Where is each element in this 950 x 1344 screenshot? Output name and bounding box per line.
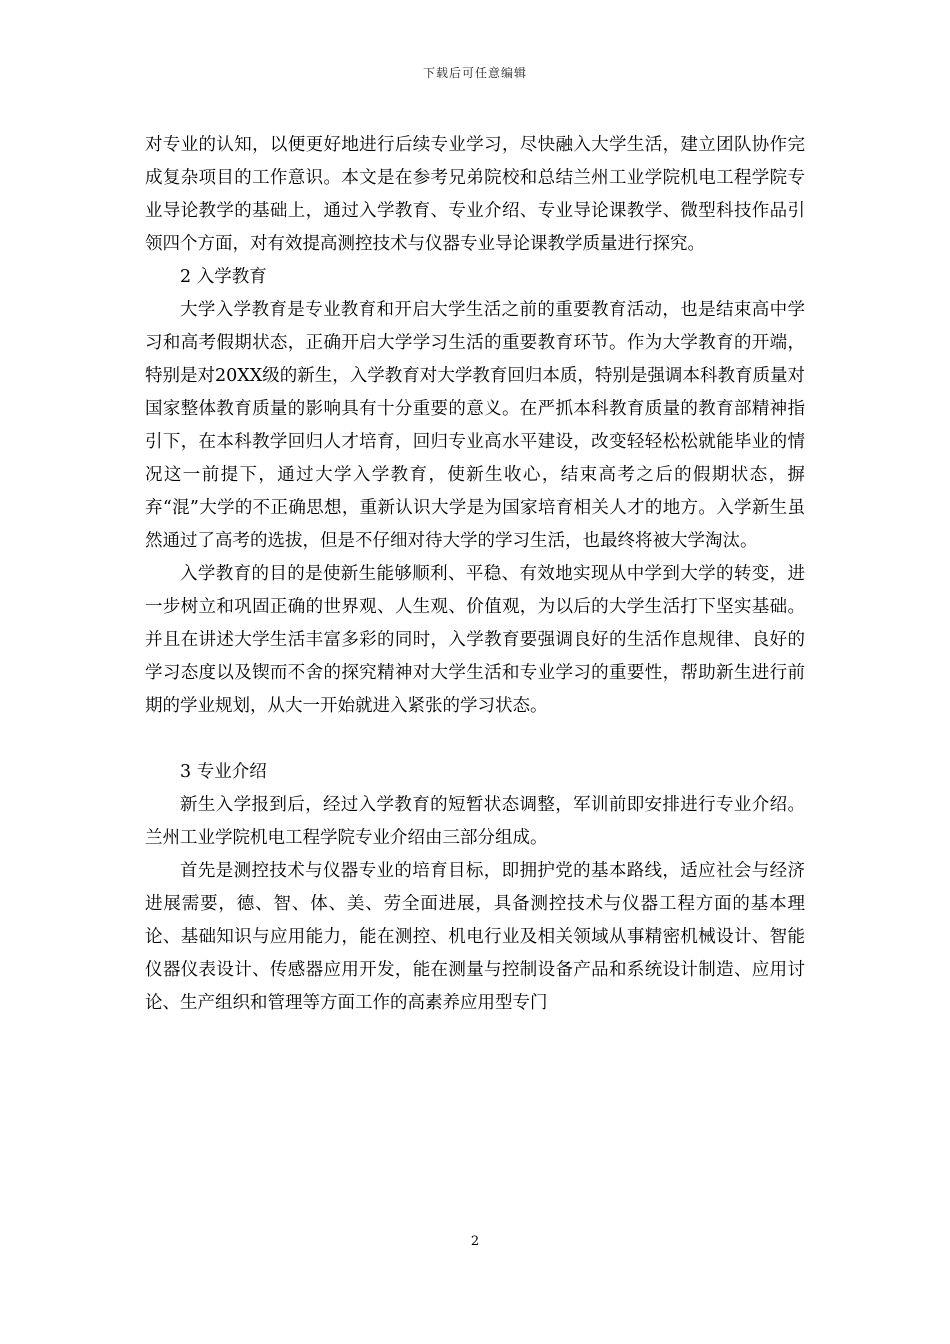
enrollment-paragraph-2: 入学教育的目的是使新生能够顺利、平稳、有效地实现从中学到大学的转变，进一步树立和巩固正确的世界观、人生观、价值观，为以后的大学生活打下坚实基础。并且在讲述大学生活丰富多彩的同时，入学教育要强调良好的生活作息规律、良好的学习态度以及锲而不舍的探究精神对大学生活和专业学习的重要性，帮助新生进行前期的学业规划，从大一开始就进入紧张的学习状态。 bbox=[145, 564, 805, 716]
document-body bbox=[145, 129, 805, 1020]
enrollment-paragraph-1: 大学入学教育是专业教育和开启大学生活之前的重要教育活动，也是结束高中学习和高考假期状态，正确开启大学学习生活的重要教育环节。作为大学教育的开端，特别是对20XX级的新生，入学教育对大学教育回归本质，特别是强调本科教育质量对国家整体教育质量的影响具有十分重要的意义。在严抓本科教育质量的教育部精神指引下，在本科教学回归人才培育，回归专业高水平建设，改变轻轻松松就能毕业的情况这一前提下，通过大学入学教育，使新生收心，结束高考之后的假期状态，摒弃“混”大学的不正确思想，重新认识大学是为国家培育相关人才的地方。入学新生虽然通过了高考的选拔，但是不仔细对待大学的学习生活，也最终将被大学淘汰。 bbox=[145, 300, 805, 551]
intro-paragraph: 对专业的认知，以便更好地进行后续专业学习，尽快融入大学生活，建立团队协作完成复杂项目的工作意识。本文是在参考兄弟院校和总结兰州工业学院机电工程学院专业导论教学的基础上，通过入学教育、专业介绍、专业导论课教学、微型科技作品引领四个方面，对有效提高测控技术与仪器专业导论课教学质量进行探究。 bbox=[145, 135, 805, 254]
section-spacer bbox=[145, 723, 805, 756]
major-intro-paragraph-2: 首先是测控技术与仪器专业的培育目标，即拥护党的基本路线，适应社会与经济进展需要，德、智、体、美、劳全面进展，具备测控技术与仪器工程方面的基本理论、基础知识与应用能力，能在测控、机电行业及相关领域从事精密机械设计、智能仪器仪表设计、传感器应用开发，能在测量与控制设备产品和系统设计制造、应用讨论、生产组织和管理等方面工作的高素养应用型专门 bbox=[145, 861, 805, 1013]
major-intro-paragraph-1: 新生入学报到后，经过入学教育的短暂状态调整，军训前即安排进行专业介绍。兰州工业学院机电工程学院专业介绍由三部分组成。 bbox=[145, 795, 805, 848]
page-header: 下载后可任意编辑 bbox=[422, 66, 527, 80]
section-heading-enrollment: 2 入学教育 bbox=[180, 267, 267, 287]
page-number: 2 bbox=[470, 1234, 480, 1249]
section-heading-major-intro: 3 专业介绍 bbox=[180, 762, 267, 782]
